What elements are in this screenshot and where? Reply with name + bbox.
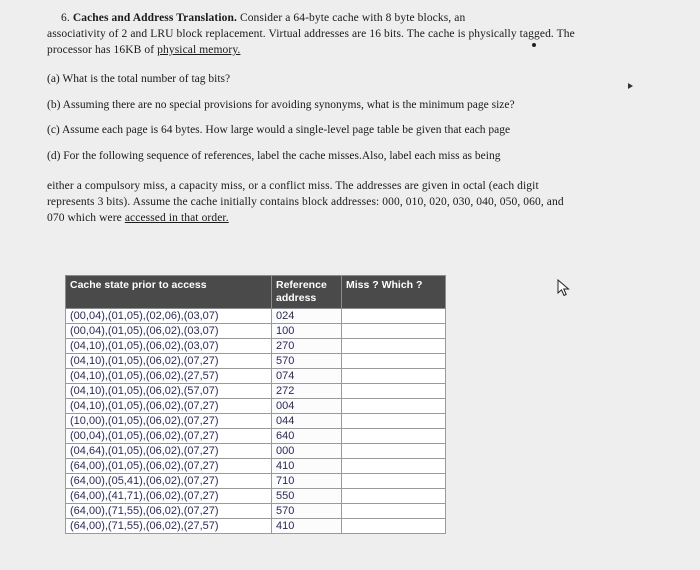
table-row	[66, 489, 446, 504]
cache-state-cell: (64,00),(05,41),(06,02),(07,27)	[66, 474, 272, 489]
cache-state-cell: (04,10),(01,05),(06,02),(27,57)	[66, 369, 272, 384]
reference-address-cell: 570	[272, 354, 342, 369]
miss-type-cell[interactable]	[342, 474, 446, 489]
cache-state-cell: (10,00),(01,05),(06,02),(07,27)	[66, 414, 272, 429]
intro-line-1-rest: Consider a 64-byte cache with 8 byte blocks, an	[239, 12, 466, 24]
table-row	[66, 399, 446, 414]
table-row	[66, 384, 446, 399]
problem-number: 6.	[61, 12, 70, 24]
miss-type-cell[interactable]	[342, 354, 446, 369]
reference-address-cell: 004	[272, 399, 342, 414]
miss-type-cell[interactable]	[342, 489, 446, 504]
reference-address-cell: 570	[272, 504, 342, 519]
reference-address-cell: 410	[272, 519, 342, 534]
table-row	[66, 354, 446, 369]
reference-address-cell: 272	[272, 384, 342, 399]
cache-state-table	[65, 275, 446, 534]
cache-state-cell: (64,00),(71,55),(06,02),(07,27)	[66, 504, 272, 519]
cache-state-cell: (64,00),(41,71),(06,02),(07,27)	[66, 489, 272, 504]
reference-address-cell: 074	[272, 369, 342, 384]
miss-type-cell[interactable]	[342, 324, 446, 339]
intro-line-2: associativity of 2 and LRU block replacement. Virtual addresses are 16 bits. The cache is physically tagged. The	[47, 28, 575, 40]
reference-address-cell: 000	[272, 444, 342, 459]
accessed-order-text: accessed in that order.	[124, 212, 229, 224]
question-d: (d) For the following sequence of references, label the cache misses.Also, label each miss as being	[47, 150, 501, 162]
header-reference-address: Reference address	[272, 276, 342, 309]
miss-type-cell[interactable]	[342, 429, 446, 444]
header-miss-which: Miss ? Which ?	[342, 276, 446, 309]
table-row	[66, 369, 446, 384]
miss-type-cell[interactable]	[342, 444, 446, 459]
stray-arrow-mark	[628, 83, 633, 89]
miss-type-cell[interactable]	[342, 504, 446, 519]
miss-type-cell[interactable]	[342, 399, 446, 414]
miss-type-cell[interactable]	[342, 369, 446, 384]
details-line-2: represents 3 bits). Assume the cache initially contains block addresses: 000, 010, 020, 030, 040, 050, 060, and	[47, 196, 564, 208]
reference-address-cell: 710	[272, 474, 342, 489]
reference-address-cell: 410	[272, 459, 342, 474]
cache-state-cell: (00,04),(01,05),(06,02),(07,27)	[66, 429, 272, 444]
table-row	[66, 474, 446, 489]
table-row	[66, 519, 446, 534]
intro-line-1	[47, 10, 667, 26]
physical-memory-text: physical memory.	[157, 44, 241, 56]
miss-type-cell[interactable]	[342, 414, 446, 429]
table-row	[66, 459, 446, 474]
table-row	[66, 309, 446, 324]
cache-state-cell: (00,04),(01,05),(06,02),(03,07)	[66, 324, 272, 339]
cache-state-cell: (04,10),(01,05),(06,02),(03,07)	[66, 339, 272, 354]
table-row	[66, 339, 446, 354]
stray-dot-mark	[532, 43, 536, 47]
cache-state-cell: (04,10),(01,05),(06,02),(07,27)	[66, 399, 272, 414]
cache-state-cell: (04,64),(01,05),(06,02),(07,27)	[66, 444, 272, 459]
problem-intro	[47, 10, 667, 58]
table-header-row	[66, 276, 446, 309]
details-line-3: 070 which were accessed in that order.	[47, 212, 229, 224]
miss-type-cell[interactable]	[342, 384, 446, 399]
cache-state-cell: (64,00),(71,55),(06,02),(27,57)	[66, 519, 272, 534]
miss-type-cell[interactable]	[342, 309, 446, 324]
reference-address-cell: 640	[272, 429, 342, 444]
miss-type-cell[interactable]	[342, 519, 446, 534]
table-row	[66, 324, 446, 339]
cache-state-cell: (04,10),(01,05),(06,02),(07,27)	[66, 354, 272, 369]
mouse-pointer-icon	[557, 279, 571, 297]
header-cache-state: Cache state prior to access	[66, 276, 272, 309]
reference-address-cell: 550	[272, 489, 342, 504]
reference-address-cell: 100	[272, 324, 342, 339]
question-b: (b) Assuming there are no special provisions for avoiding synonyms, what is the minimum page size?	[47, 99, 515, 111]
cache-state-cell: (00,04),(01,05),(02,06),(03,07)	[66, 309, 272, 324]
reference-address-cell: 270	[272, 339, 342, 354]
table-row	[66, 444, 446, 459]
intro-line-3: processor has 16KB of physical memory.	[47, 44, 241, 56]
question-c: (c) Assume each page is 64 bytes. How large would a single-level page table be given that each page	[47, 124, 511, 136]
table-row	[66, 504, 446, 519]
problem-title: Caches and Address Translation.	[72, 12, 237, 24]
table-row	[66, 414, 446, 429]
cache-state-cell: (04,10),(01,05),(06,02),(57,07)	[66, 384, 272, 399]
question-d-details	[47, 178, 667, 226]
question-a: (a) What is the total number of tag bits?	[47, 73, 231, 85]
cache-state-cell: (64,00),(01,05),(06,02),(07,27)	[66, 459, 272, 474]
table-row	[66, 429, 446, 444]
reference-address-cell: 044	[272, 414, 342, 429]
reference-address-cell: 024	[272, 309, 342, 324]
miss-type-cell[interactable]	[342, 339, 446, 354]
miss-type-cell[interactable]	[342, 459, 446, 474]
details-line-1: either a compulsory miss, a capacity miss, or a conflict miss. The addresses are given in octal (each digit	[47, 180, 539, 192]
